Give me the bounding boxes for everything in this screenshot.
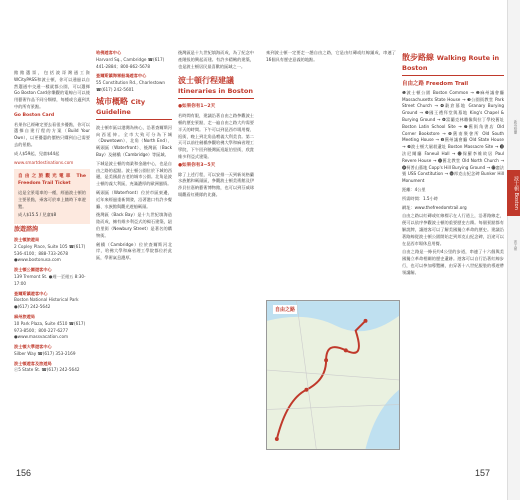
map-marker [364, 319, 368, 323]
section-title-en: Itineraries in Boston [178, 87, 253, 96]
listing-name: 麻州旅遊局 [14, 313, 35, 319]
tour-info-title: 旅遊諮詢 [14, 226, 39, 234]
listing-info: Silber Way ☎(617) 353-2169 [14, 350, 76, 356]
left-col-2 [96, 50, 172, 450]
freedom-trail-intro: 來到波士頓一定要走一趟自由之路，它是由紅磚或紅線鋪成，串連了16個具有歷史意義的地點。 [266, 50, 396, 62]
listing-name: 波士頓遊客及旅遊局 [14, 360, 52, 366]
listing-name: 查爾斯鎮海軍船塢遊客中心 [96, 73, 147, 79]
right-col-2 [402, 50, 504, 450]
day1-body: 若時間有限，建議沿著自由之路參觀波士頓的歷史景點，走一遍自由之路大約需要半天的時間。下午可以到昆西市場用餐、逛街，晚上到北角品嚐義大利美食。第二天可以前往劍橋參觀哈佛大學和麻省理工學院，下午回到後灣區逛紐伯里街，欣賞維多利亞式建築。 [178, 113, 254, 159]
section-title-city-guideline [96, 97, 172, 120]
side-tab-boston[interactable]: 波士頓 Boston [507, 170, 520, 216]
listing-item [14, 237, 90, 264]
listing-name: 波士頓旅遊局 [14, 236, 40, 242]
section-title-zh: 波士頓行程建議 [178, 76, 234, 86]
listing-name: 波士頓大學遊客中心 [14, 344, 52, 350]
section-title-walking-route [402, 53, 504, 76]
city-guideline-paragraph: 下城是波士頓的商業和金融中心，也是自由之路的起點。波士頓公園位於下城的西邊，是美國最古老的城市公園。北角是波士頓的義大利區，充滿濃厚的歐洲風情。 [96, 160, 172, 187]
listing-item [14, 291, 90, 311]
bullet-icon: ● [178, 162, 183, 168]
listing-info: Boston National Historical Park ●(617) 242-5642 [14, 297, 79, 310]
section-title-en: City Guideline [96, 97, 146, 116]
right-col-1 [266, 50, 396, 290]
day2-body: 除了上述行程，可以安排一天到新英格蘭水族館和碼頭區，參觀波士頓美術館及伊莎貝拉嘉納藝術博物館，也可以到芬威球場觀看紅襪隊的比賽。 [178, 171, 254, 197]
day1-title: ●如果你有1~2天 [178, 104, 216, 110]
listing-item [14, 361, 90, 375]
left-col-3 [178, 50, 254, 450]
right-page [260, 0, 520, 500]
back-bay-paragraph: 後灣區是十九世紀填海而成，為了紀念中產階級的興起而建。有許多精緻的建築，也是波士頓居民最喜歡的區域之一。 [178, 50, 254, 69]
intro-paragraph: 館館選票，包括波哥灣通工資WCityPASS和波士頓，你可以通過以自然選通中交通一樣就都公園，可以選擇Go Boston Card你樂觀的電線台可以使用藝術作品不同分類標，每種或合適到其中的所有景點。 [14, 70, 90, 109]
listing-item [14, 314, 90, 341]
go-card-title: Go Boston Card [14, 112, 55, 118]
route-website[interactable]: 網址：www.thefreedomtrail.org [402, 204, 467, 210]
map-marker [304, 388, 308, 392]
route-description-2: 自由之路是一條長約4公里的步道，串連了十六個與美國獨立革命相關的歷史遺跡。遊客可以自行沿著紅線步行，也可以參加導覽團，由穿著十八世紀服裝的導遊帶領講解。 [402, 249, 504, 275]
page-number: 157 [474, 468, 490, 478]
city-guideline-paragraph: 波士頓市區以港灣為核心，沿著查爾斯河向西延伸。全市大致可分為下城（Downtown）、北角（North End）、碼頭區（Waterfront）、後灣區（Back Bay）及劍橋（Cambridge）等區域。 [96, 124, 172, 157]
listing-info: 55 Constitution Rd., Charlestown ☎(617) 242-5601 [96, 80, 166, 92]
listing-info: 10 Park Plaza, Suite 4510 ☎(617) 973-8500；800-227-6277 ●www.massvacation.com [14, 320, 86, 340]
side-label-top: 新英格蘭 [514, 120, 518, 134]
listing-info: 2 Copley Place, Suite 105 ☎(617) 536-4100；888-733-2678 ●www.bostonusa.com [14, 243, 86, 263]
left-col-1 [14, 70, 90, 450]
route-body: ❶波士頓公園 Boston Common → ❷麻州議會廳 Massachusetts State House → ❸公園街教堂 Park Street Church → ❹穀倉墓地 Granary Burying Ground → ❺國王禮拜堂與墓地 King's Chapel & Burying Ground → ❻富蘭克林雕像與拉丁學校舊址 Boston Latin School Site → ❼舊街角書店 Old Corner Bookstore → ❽舊南聚會所 Old South Meeting House → ❾舊州議會廳 Old State House → ❿波士頓大屠殺遺址 Boston Massacre Site → ⓫法尼爾廳 Faneuil Hall → ⓬保羅李維故居 Paul Revere House → ⓭舊北教堂 Old North Church → ⓮柯普山墓地 Copp's Hill Burying Ground → ⓯憲法號 USS Constitution → ⓰邦克山紀念碑 Bunker Hill Monument [402, 89, 504, 184]
route-description: 自由之路以紅磚或紅線標示在人行道上，沿著路線走，便可以依序參觀波士頓的重要歷史古蹟。每個景點都有解說牌，讓遊客可以了解美國獨立革命的歷史。建議沿著路線從波士頓公園開始走到邦克山紀念碑，沿途可以在昆西市場休息用餐。 [402, 213, 504, 246]
listing-name: 波士頓公園遊客中心 [14, 267, 52, 273]
freedom-trail-map[interactable] [266, 300, 400, 450]
route-title: 自由之路 Freedom Trail [402, 81, 469, 87]
bullet-icon: ● [178, 104, 183, 110]
website-link[interactable]: www.smartdestinations.com [14, 159, 74, 165]
map-marker [324, 358, 328, 362]
section-title-itineraries [178, 76, 254, 99]
map-marker [275, 437, 279, 441]
listing-item [14, 344, 90, 358]
map-graphic [267, 301, 399, 449]
city-guideline-paragraph: 劍橋（Cambridge）位於查爾斯河北岸，哈佛大學和麻省理工學院都位於此區，學術氣息濃厚。 [96, 241, 172, 261]
side-label-bottom: 波士頓 [514, 240, 518, 251]
listing-name: 哈佛遊客中心 [96, 50, 122, 55]
day2-title: ●如果你有3~5天 [178, 162, 216, 168]
listing-name: 查爾斯鎮遊客中心 [14, 290, 48, 296]
price-line: 成人$59起，兒童$44起 [14, 150, 60, 156]
section-title-en: Walking Route in Boston [402, 54, 500, 72]
listing-info: 139 Tremont St. ●週一至週五 8:30-17:00 [14, 273, 86, 286]
listing-item [14, 267, 90, 287]
listing-info: Harvard Sq., Cambridge ☎(617) 441-2884；800-862-5678 [96, 56, 165, 69]
map-marker [344, 348, 348, 352]
trolley-title: 自由之旅觀光電車 The Freedom Trail Ticket [18, 174, 86, 187]
trolley-price: 成人$15.5 / 兒童$8 [18, 212, 57, 218]
listings [14, 237, 90, 374]
city-guideline-paragraph: 碼頭區（Waterfront）位於市區東邊，近年來經過重新開發，沿著港口有許多餐廳、水族館與觀光遊船碼頭。 [96, 189, 172, 209]
city-guideline-paragraph: 後灣區（Back Bay）是十九世紀填海造陸而成，擁有維多利亞式的褐石建築，紐伯里街（Newbury Street）是著名的購物街。 [96, 212, 172, 238]
build-paragraph: 若果你已經確定要去看很多優點，你可以選擇自建行程的方案（Build Your Own），以更優惠的價格只購到自己需要去的景點。 [14, 121, 90, 147]
trolley-box [14, 169, 90, 224]
map-label: 自由之路 [275, 307, 296, 313]
trolley-body: 這是全景電車的一種，經過波士頓的主要景點，乘客可於車上隨時下車遊覽。 [18, 189, 86, 209]
listing-info: ⓔ5 State St. ☎(617) 242-5642 [14, 367, 80, 373]
listing-item [96, 73, 172, 93]
city-guideline-paragraphs [96, 125, 172, 262]
section-title-zh: 散步路線 [402, 53, 434, 62]
page-number: 156 [16, 468, 32, 478]
listing-item [96, 50, 172, 70]
route-time: 所需時間：1.5小時 [402, 195, 438, 201]
section-title-zh: 城市概略 [96, 96, 128, 106]
route-distance: 距離：4公里 [402, 186, 426, 192]
